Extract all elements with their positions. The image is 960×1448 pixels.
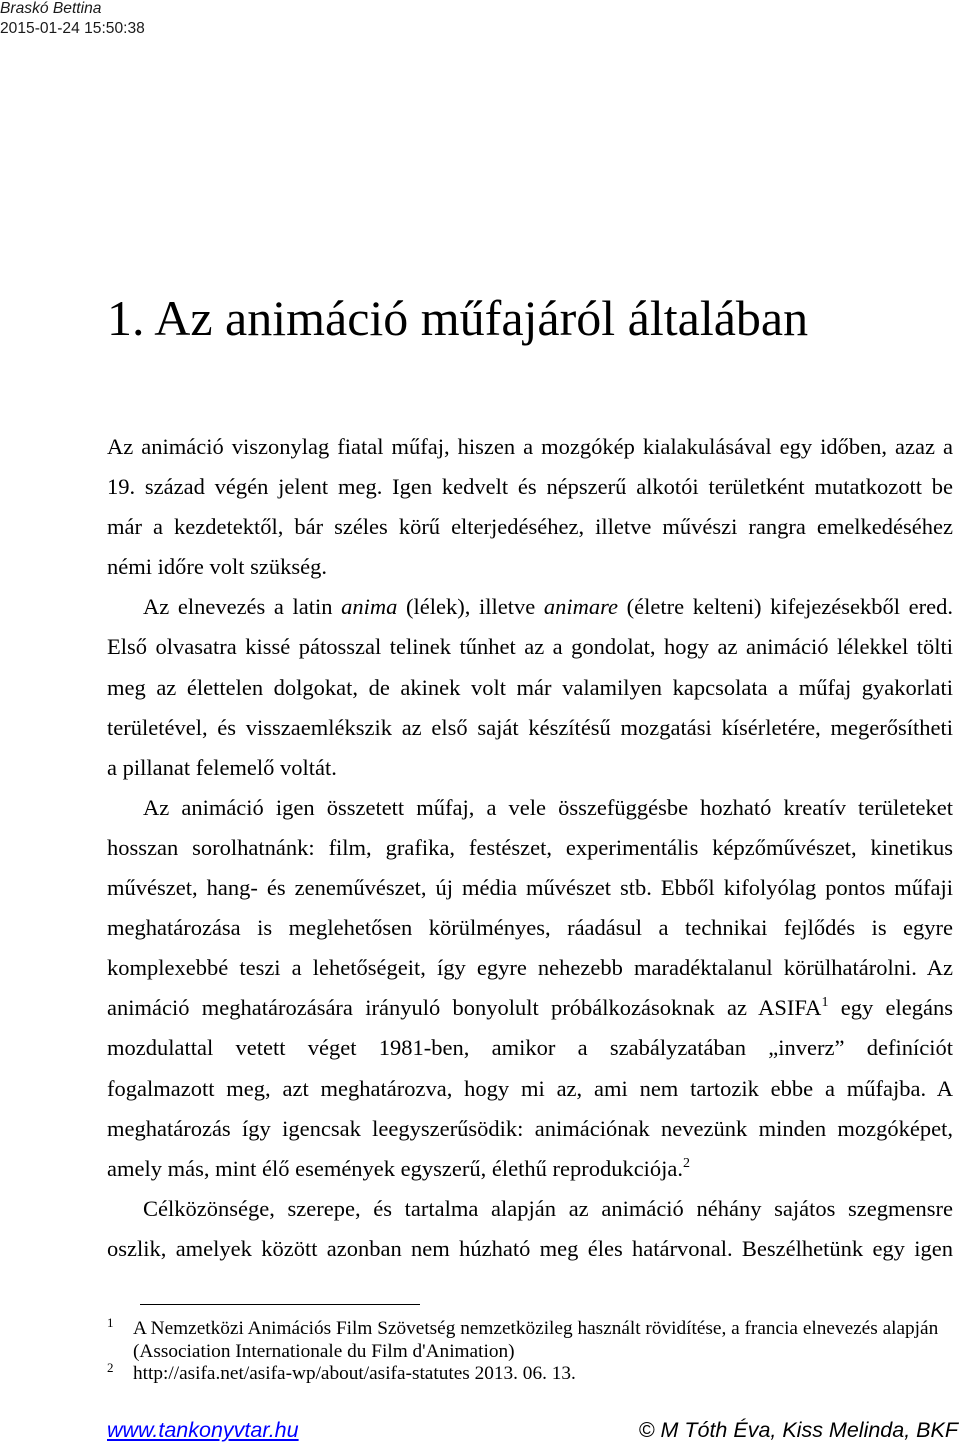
body-line: Az animáció viszonylag fiatal műfaj, hiszen a mozgókép kialakulásával egy időben, azaz a xyxy=(107,434,953,459)
text-segment: amely más, mint élő események egyszerű, élethű reprodukciója. xyxy=(107,1155,684,1181)
body-text xyxy=(107,427,953,1269)
body-line: Első olvasatra kissé pátosszal telinek tűnhet az a gondolat, hogy az animáció lélekkel tölti xyxy=(107,634,953,660)
website-link[interactable]: www.tankonyvtar.hu xyxy=(107,1418,299,1442)
body-line xyxy=(107,988,953,1028)
footnote xyxy=(107,1360,953,1386)
footnote-line: http://asifa.net/asifa-wp/about/asifa-statutes 2013. 06. 13. xyxy=(133,1363,576,1385)
body-line: 19. század végén jelent meg. Igen kedvelt és népszerű alkotói területként mutatkozott be xyxy=(107,474,953,500)
body-line: Célközönsége, szerepe, és tartalma alapján az animáció néhány sajátos szegmensre xyxy=(143,1195,953,1221)
body-line: már a kezdetektől, bár széles körű elterjedéséhez, illetve művészi rangra emelkedéséhez xyxy=(107,514,953,540)
footnote-separator xyxy=(140,1304,420,1305)
footnote-line: A Nemzetközi Animációs Film Szövetség nemzetközileg használt rövidítése, a francia elnevezés alapján xyxy=(133,1318,939,1339)
body-line: meg az élettelen dolgokat, de akinek volt már valamilyen kapcsolata a műfaj gyakorlati xyxy=(107,674,953,700)
footnotes xyxy=(107,1315,953,1386)
paragraph xyxy=(107,427,953,587)
body-line: mozdulattal vetett véget 1981-ben, amikor a szabályzatában „inverz” definíciót xyxy=(107,1035,953,1061)
footnote-ref: 1 xyxy=(821,995,829,1011)
text-segment: (életre kelteni) kifejezésekből ered. xyxy=(618,594,953,620)
paragraph xyxy=(107,1189,953,1269)
latin-term: anima xyxy=(341,594,398,620)
body-line: Az animáció igen összetett műfaj, a vele összefüggésbe hozható kreatív területeket xyxy=(143,794,953,820)
body-line: meghatározás így igencsak leegyszerűsödik: animációnak nevezünk minden mozgóképet, xyxy=(107,1115,953,1141)
copyright-notice: © M Tóth Éva, Kiss Melinda, BKF xyxy=(638,1418,958,1442)
chapter-title: 1. Az animáció műfajáról általában xyxy=(107,290,809,346)
paragraph xyxy=(107,587,953,787)
body-line: némi időre volt szükség. xyxy=(107,554,327,580)
body-line: meghatározása is meglehetősen körülményes, ráadásul a technikai fejlődés is egyre xyxy=(107,915,953,941)
body-line: komplexebbé teszi a lehetőségeit, így egyre nehezebb maradéktalanul körülhatárolni. Az xyxy=(107,955,953,981)
body-line: fogalmazott meg, azt meghatározva, hogy mi az, ami nem tartozik ebbe a műfajba. A xyxy=(107,1075,953,1101)
text-segment: animáció meghatározására irányuló bonyolult próbálkozásoknak az ASIFA xyxy=(107,995,822,1021)
body-line: területével, és visszaemlékszik az első saját készítésű mozgatási kísérletére, megerősítheti xyxy=(107,714,953,740)
print-timestamp: 2015-01-24 15:50:38 xyxy=(0,19,145,37)
footnote-mark: 2 xyxy=(107,1360,114,1376)
text-segment: egy elegáns xyxy=(828,995,953,1021)
text-segment: (lélek), illetve xyxy=(397,594,544,620)
text-segment: Az elnevezés a latin xyxy=(143,594,342,620)
body-line: művészet, hang- és zeneművészet, új média művészet stb. Ebből kifolyólag pontos műfaji xyxy=(107,875,953,901)
latin-term: animare xyxy=(543,594,619,620)
body-line: hosszan sorolhatnánk: film, grafika, festészet, experimentális képzőművészet, kinetikus xyxy=(107,834,953,860)
footnote-line: (Association Internationale du Film d'Animation) xyxy=(133,1340,515,1362)
author-name: Braskó Bettina xyxy=(0,0,102,17)
paragraph xyxy=(107,788,953,1189)
footnote-mark: 1 xyxy=(107,1315,114,1330)
body-line: a pillanat felemelő voltát. xyxy=(107,754,337,780)
body-line xyxy=(107,587,953,627)
print-header xyxy=(0,0,145,38)
footnote xyxy=(107,1315,953,1363)
body-line xyxy=(107,1149,953,1189)
body-line: oszlik, amelyek között azonban nem húzható meg éles határvonal. Beszélhetünk egy igen xyxy=(107,1235,953,1261)
footnote-ref: 2 xyxy=(683,1155,691,1171)
page-footer xyxy=(0,1418,960,1442)
